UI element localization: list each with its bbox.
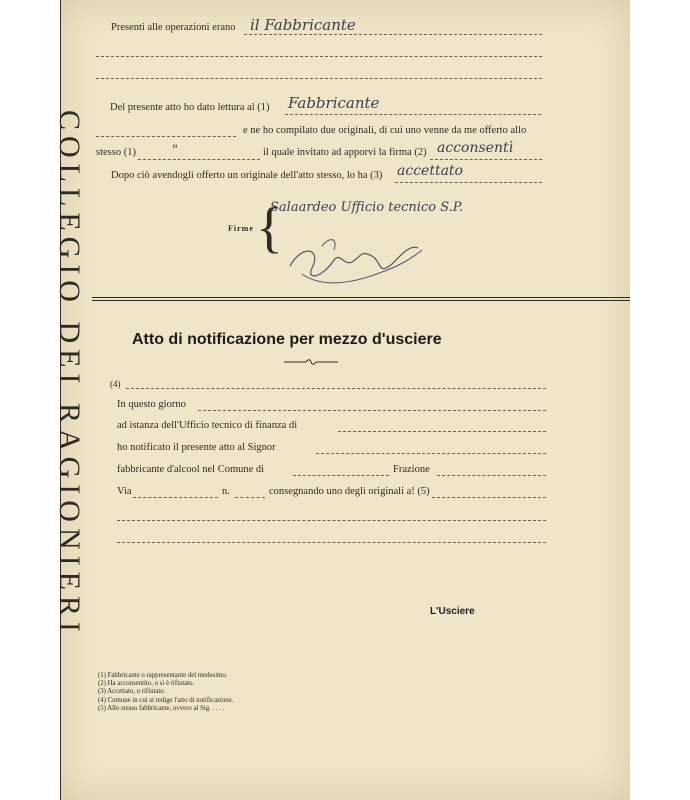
notification-title: Atto di notificazione per mezzo d'usciere [132, 331, 442, 348]
consegnando-label: consegnando uno degli originali a! (5) [269, 486, 430, 497]
originali-line [96, 136, 236, 137]
lettura-label: Del presente atto ho dato lettura al (1) [110, 102, 270, 113]
frazione-line [437, 475, 546, 476]
stesso-handwritten: " [172, 143, 178, 158]
dopo-text: Dopo ciò avendogli offerto un originale dell'atto stesso, lo ha (3) [111, 170, 383, 181]
giorno-line [198, 410, 546, 411]
notificato-line [316, 453, 546, 454]
consegnando-line [432, 497, 546, 498]
comune-line [293, 475, 389, 476]
section-divider-top [92, 297, 630, 298]
numero-line [235, 497, 265, 498]
footnote: (5) Allo stesso fabbricante, ovvero al Sig. . . . . [98, 704, 225, 712]
footnote: (2) Ha acconsentito, o si è rifiutato. [98, 680, 195, 688]
section-divider-bottom [92, 300, 630, 301]
presenti-line [244, 34, 542, 35]
frazione-label: Frazione [393, 464, 430, 475]
title-ornament [284, 358, 338, 366]
blank-line-4 [117, 542, 546, 543]
presenti-label: Presenti alle operazioni erano [111, 22, 236, 33]
footnotes [98, 672, 233, 713]
stesso-line [138, 159, 260, 160]
dopo-handwritten: accettato [397, 163, 463, 179]
firma-handwritten: Salaardeo Ufficio tecnico S.P. [270, 200, 464, 215]
blank-line-2 [96, 78, 542, 79]
footnote: (1) Fabbricante o rappresentante del medesimo. [98, 672, 228, 679]
lettura-handwritten: Fabbricante [288, 94, 380, 112]
istanza-label: ad istanza dell'Ufficio tecnico di finanza di [117, 420, 298, 431]
firme-label: Firme [228, 224, 254, 233]
notificato-label: ho notificato il presente atto al Signor [117, 442, 276, 453]
usciere-label: L'Usciere [430, 606, 475, 617]
row4-label: (4) [110, 379, 121, 389]
numero-label: n. [222, 486, 230, 497]
signature-scribble [282, 226, 432, 296]
footnote: (3) Accettato, o rifiutato. [98, 688, 166, 696]
stesso-label: stesso (1) [96, 147, 136, 158]
row4-line [126, 388, 546, 389]
invitato-line [430, 159, 542, 160]
footnote: (4) Comune in cui si redige l'atto di notificazione. [98, 696, 234, 704]
presenti-handwritten: il Fabbricante [250, 16, 356, 34]
giorno-label: In questo giorno [117, 399, 186, 410]
spine-text: COLLEGIO DEI RAGIONIERI [53, 110, 86, 638]
invitato-handwritten: acconsentì [437, 140, 514, 156]
comune-label: fabbricante d'alcool nel Comune di [117, 464, 265, 475]
istanza-line [338, 431, 546, 432]
firme-brace: { [256, 197, 283, 259]
originali-text: e ne ho compilato due originali, di cui uno venne da me offerto allo [243, 125, 527, 136]
lettura-line [285, 114, 541, 115]
dopo-line [395, 182, 542, 183]
blank-line-1 [96, 56, 542, 57]
via-label: Via [117, 486, 132, 497]
via-line [133, 497, 218, 498]
invitato-text: il quale invitato ad apporvi la firma (2) [263, 147, 427, 158]
blank-line-3 [117, 520, 546, 521]
